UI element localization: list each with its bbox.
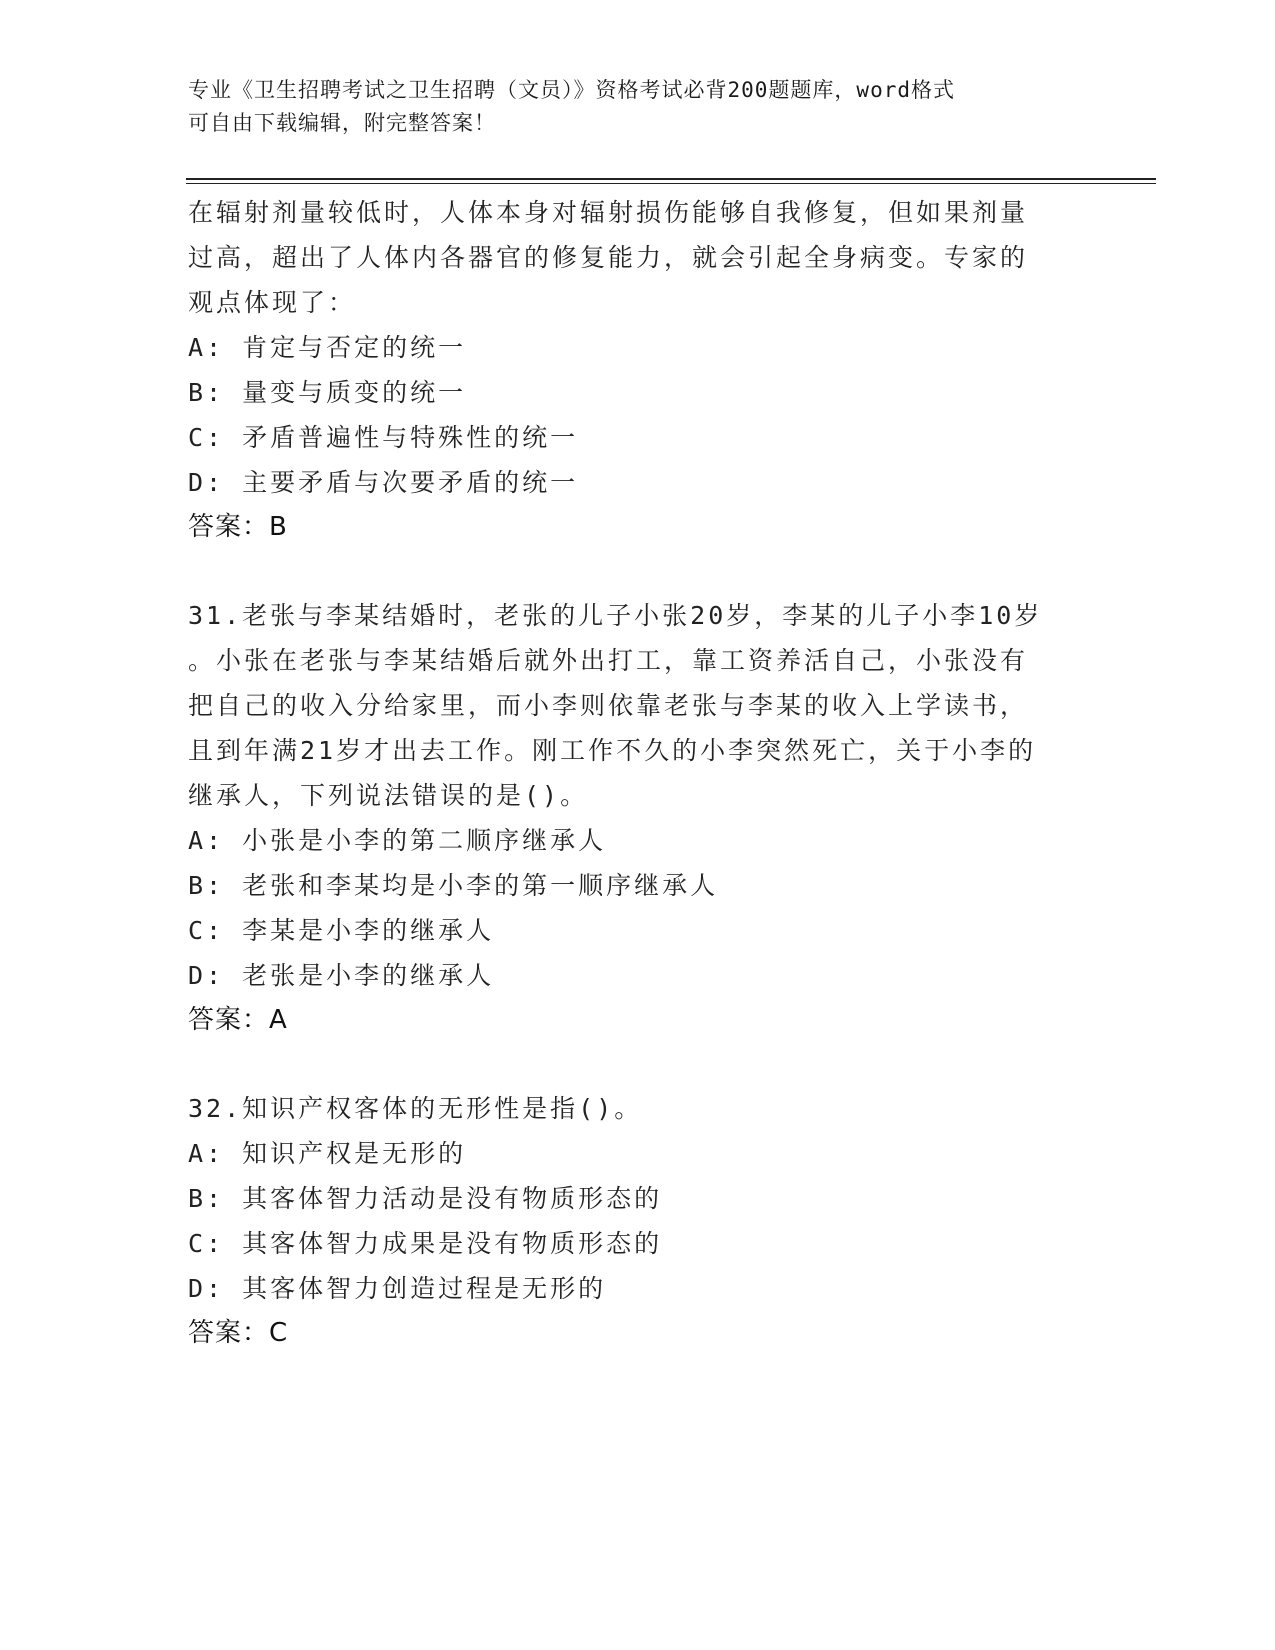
question-list — [188, 190, 1088, 1356]
question-30 — [188, 190, 1088, 550]
option-c: C: 李某是小李的继承人 — [188, 916, 495, 945]
question-text-line: 32.知识产权客体的无形性是指()。 — [188, 1094, 643, 1123]
question-text-line: 在辐射剂量较低时，人体本身对辐射损伤能够自我修复，但如果剂量 — [188, 198, 1029, 227]
document-header — [188, 74, 1088, 140]
option-a: A: 小张是小李的第二顺序继承人 — [188, 826, 607, 855]
question-text-line: 过高，超出了人体内各器官的修复能力，就会引起全身病变。专家的 — [188, 243, 1029, 272]
header-divider-thin — [186, 183, 1156, 184]
question-gap — [188, 1043, 1088, 1086]
header-title-line-2: 可自由下载编辑，附完整答案！ — [188, 111, 496, 135]
answer-label: 答案：C — [188, 1318, 289, 1348]
question-32 — [188, 1086, 1088, 1356]
question-gap — [188, 550, 1088, 593]
question-31 — [188, 593, 1088, 1043]
option-c: C: 矛盾普遍性与特殊性的统一 — [188, 423, 579, 452]
option-d: D: 主要矛盾与次要矛盾的统一 — [188, 468, 579, 497]
answer-label: 答案：A — [188, 1005, 288, 1035]
option-b: B: 其客体智力活动是没有物质形态的 — [188, 1184, 663, 1213]
answer-label: 答案：B — [188, 512, 288, 542]
option-d: D: 其客体智力创造过程是无形的 — [188, 1274, 607, 1303]
option-c: C: 其客体智力成果是没有物质形态的 — [188, 1229, 663, 1258]
question-text-line: 观点体现了： — [188, 288, 357, 317]
question-text-line: 且到年满21岁才出去工作。刚工作不久的小李突然死亡，关于小李的 — [188, 736, 1037, 765]
question-text-line: 31.老张与李某结婚时，老张的儿子小张20岁，李某的儿子小李10岁 — [188, 601, 1043, 630]
option-b: B: 量变与质变的统一 — [188, 378, 467, 407]
question-text-line: 把自己的收入分给家里，而小李则依靠老张与李某的收入上学读书， — [188, 691, 1029, 720]
option-b: B: 老张和李某均是小李的第一顺序继承人 — [188, 871, 719, 900]
option-d: D: 老张是小李的继承人 — [188, 961, 495, 990]
option-a: A: 肯定与否定的统一 — [188, 333, 467, 362]
header-divider-thick — [186, 178, 1156, 180]
option-a: A: 知识产权是无形的 — [188, 1139, 467, 1168]
question-text-line: 。小张在老张与李某结婚后就外出打工，靠工资养活自己，小张没有 — [188, 646, 1029, 675]
header-title-line-1: 专业《卫生招聘考试之卫生招聘（文员）》资格考试必背200题题库，word格式 — [188, 78, 955, 102]
question-text-line: 继承人，下列说法错误的是()。 — [188, 781, 589, 810]
